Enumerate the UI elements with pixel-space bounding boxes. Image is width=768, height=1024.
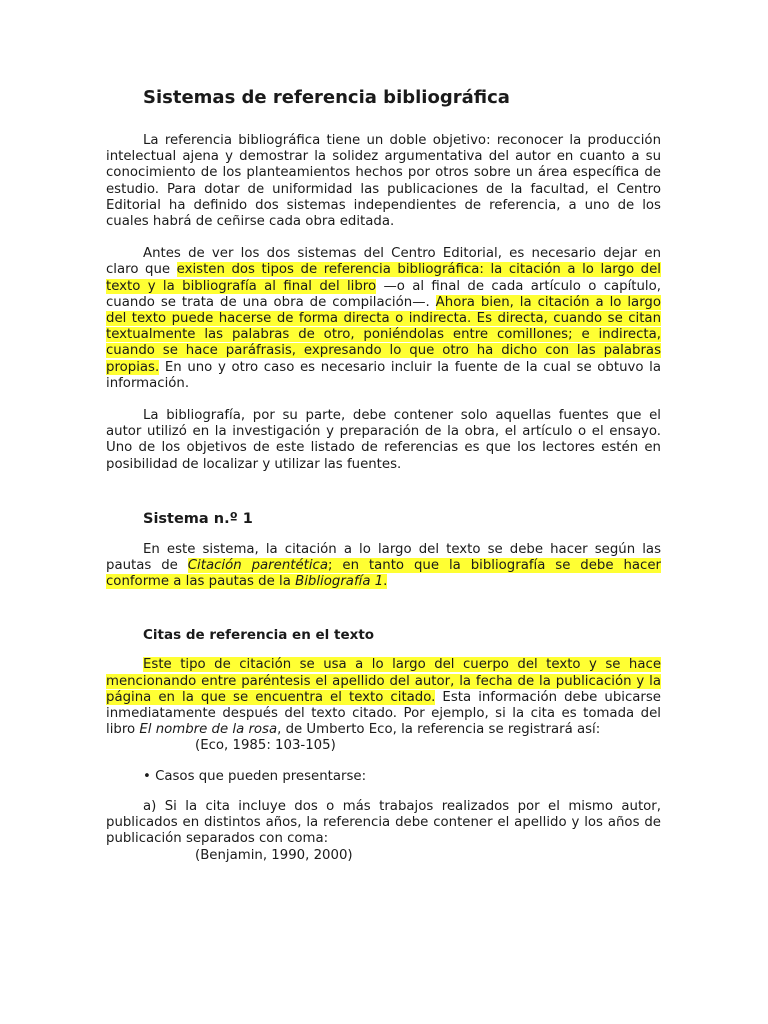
highlight-reference-types: existen dos tipos de referencia bibliográfica: la citación a lo largo del texto y la bibliografía al final del libro — [106, 262, 661, 294]
intro-paragraph-1: La referencia bibliográfica tiene un doble objetivo: reconocer la producción intelectual ajena y demostrar la solidez argumentativa del autor en cuanto a su conocimiento de los planteamientos hechos por otros sobre un área específica de estudio. Para dotar de uniformidad las publicaciones de la facultad, el Centro Editorial ha definido dos sistemas independientes de referencia, a uno de los cuales habrá de ceñirse cada obra editada. — [106, 133, 661, 230]
cases-bullet: • Casos que pueden presentarse: — [143, 768, 367, 784]
highlight-sistema1-pautas: Citación parentética; en tanto que la bibliografía se debe hacer conforme a las pautas de la Bibliografía 1. — [106, 558, 661, 590]
citas-paragraph: Este tipo de citación se usa a lo largo del cuerpo del texto y se hace mencionando entre paréntesis el apellido del autor, la fecha de la publicación y la página en la que se encuentra el texto citado. Esta información debe ubicarse inmediatamente después del texto citado. Por ejemplo, si la cita es tomada del libro El nombre de la rosa, de Umberto Eco, la referencia se registrará así: — [106, 657, 661, 738]
intro-paragraph-2: Antes de ver los dos sistemas del Centro Editorial, es necesario dejar en claro que existen dos tipos de referencia bibliográfica: la citación a lo largo del texto y la bibliografía al final del libro —o al final de cada artículo o capítulo, cuando se trata de una obra de compilación—. Ahora bien, la citación a lo largo del texto puede hacerse de forma directa o indirecta. Es directa, cuando se citan textualmente las palabras de otro, poniéndolas entre comillones; e indirecta, cuando se hace paráfrasis, expresando lo que otro ha dicho con las palabras propias. En uno y otro caso es necesario incluir la fuente de la cual se obtuvo la información. — [106, 246, 662, 391]
document-title: Sistemas de referencia bibliográfica — [143, 87, 510, 108]
citation-example-eco: (Eco, 1985: 103-105) — [195, 738, 336, 754]
subsection-heading-citas: Citas de referencia en el texto — [143, 627, 375, 644]
book-title: El nombre de la rosa — [139, 722, 278, 738]
sistema1-paragraph: En este sistema, la citación a lo largo del texto se debe hacer según las pautas de Citación parentética; en tanto que la bibliografía se debe hacer conforme a las pautas de la Bibliografía 1. — [106, 541, 661, 590]
section-heading-sistema-1: Sistema n.º 1 — [143, 510, 253, 527]
highlight-citation-usage: Este tipo de citación se usa a lo largo del cuerpo del texto y se hace mencionando entre paréntesis el apellido del autor, la fecha de la publicación y la página en la que se encuentra el texto citado. — [106, 657, 661, 705]
document-page — [106, 86, 661, 864]
highlight-direct-indirect: Ahora bien, la citación a lo largo del texto puede hacerse de forma directa o indirecta. Es directa, cuando se citan textualmente las palabras de otro, poniéndolas entre comillones; e indirecta, cuando se hace paráfrasis, expresando lo que otro ha dicho con las palabras propias. — [106, 294, 662, 375]
case-a-paragraph: a) Si la cita incluye dos o más trabajos realizados por el mismo autor, publicados en distintos años, la referencia debe contener el apellido y los años de publicación separados con coma: — [106, 798, 661, 847]
intro-paragraph-3: La bibliografía, por su parte, debe contener solo aquellas fuentes que el autor utilizó en la investigación y preparación de la obra, el artículo o el ensayo. Uno de los objetivos de este listado de referencias es que los lectores estén en posibilidad de localizar y utilizar las fuentes. — [106, 408, 661, 472]
citation-example-benjamin: (Benjamin, 1990, 2000) — [195, 847, 353, 863]
